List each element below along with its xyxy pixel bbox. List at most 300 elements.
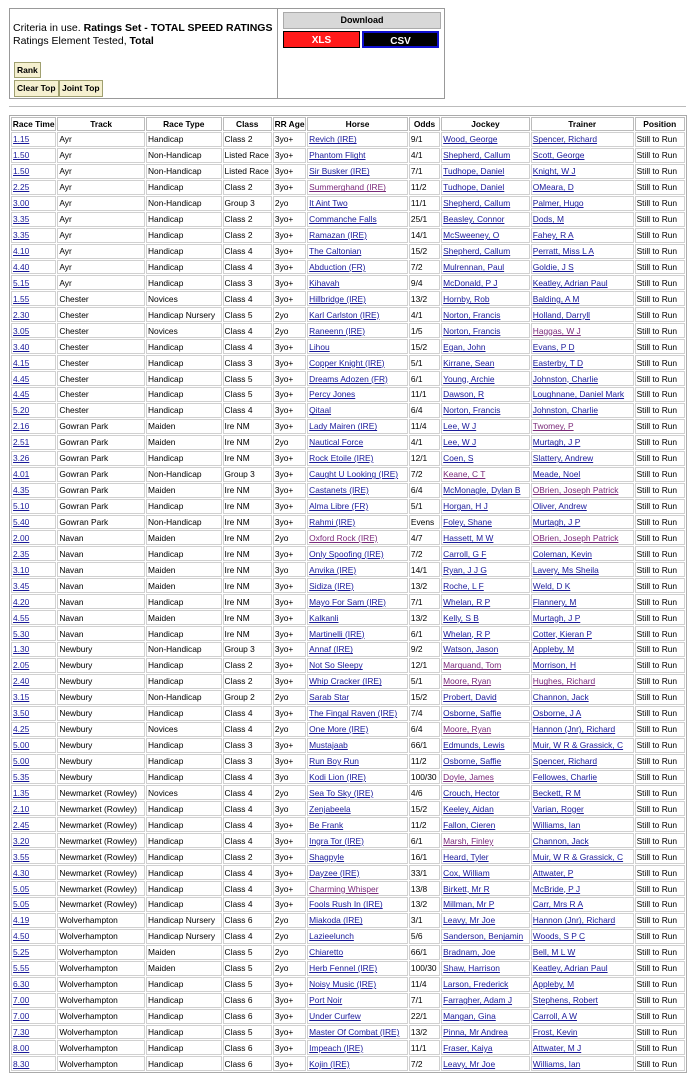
cell-horse[interactable]: Rock Etoile (IRE)	[307, 451, 408, 466]
cell-rr-age: 2yo	[273, 961, 306, 976]
cell-track: Newmarket (Rowley)	[57, 817, 145, 832]
cell-race-time[interactable]: 2.05	[11, 658, 56, 673]
rank-button[interactable]: Rank	[14, 62, 41, 78]
cell-trainer[interactable]: Beckett, R M	[531, 785, 634, 800]
cell-race-type: Non-Handicap	[146, 642, 222, 657]
cell-race-time[interactable]: 1.15	[11, 132, 56, 147]
cell-jockey[interactable]: Pinna, Mr Andrea	[441, 1025, 530, 1040]
cell-race-time[interactable]: 2.16	[11, 419, 56, 434]
cell-race-time[interactable]: 7.00	[11, 1009, 56, 1024]
cell-horse[interactable]: Only Spoofing (IRE)	[307, 546, 408, 561]
cell-race-type: Maiden	[146, 578, 222, 593]
cell-race-time[interactable]: 2.45	[11, 817, 56, 832]
cell-horse[interactable]: Raneenn (IRE)	[307, 323, 408, 338]
cell-track: Chester	[57, 307, 145, 322]
cell-horse[interactable]: Revich (IRE)	[307, 132, 408, 147]
cell-horse[interactable]: Not So Sleepy	[307, 658, 408, 673]
cell-horse[interactable]: Karl Carlston (IRE)	[307, 307, 408, 322]
cell-trainer[interactable]: Frost, Kevin	[531, 1025, 634, 1040]
cell-track: Gowran Park	[57, 515, 145, 530]
cell-race-time[interactable]: 3.00	[11, 196, 56, 211]
cell-odds: 66/1	[409, 945, 440, 960]
cell-trainer[interactable]: Slattery, Andrew	[531, 451, 634, 466]
cell-trainer[interactable]: OBrien, Joseph Patrick	[531, 483, 634, 498]
cell-horse[interactable]: Kihavah	[307, 275, 408, 290]
csv-button[interactable]: CSV	[362, 31, 439, 48]
cell-race-time[interactable]: 8.30	[11, 1056, 56, 1071]
cell-race-type: Handicap	[146, 706, 222, 721]
cell-trainer[interactable]: Channon, Jack	[531, 690, 634, 705]
cell-rr-age: 2yo	[273, 722, 306, 737]
cell-position: Still to Run	[635, 562, 685, 577]
cell-trainer[interactable]: Flannery, M	[531, 594, 634, 609]
cell-track: Gowran Park	[57, 419, 145, 434]
cell-jockey[interactable]: Keeley, Aidan	[441, 801, 530, 816]
cell-horse[interactable]: Martinelli (IRE)	[307, 626, 408, 641]
cell-trainer[interactable]: Meade, Noel	[531, 467, 634, 482]
cell-position: Still to Run	[635, 132, 685, 147]
cell-jockey[interactable]: Whelan, R P	[441, 626, 530, 641]
cell-rr-age: 2yo	[273, 929, 306, 944]
cell-jockey[interactable]: Leavy, Mr Joe	[441, 913, 530, 928]
cell-horse[interactable]: Oxford Rock (IRE)	[307, 530, 408, 545]
cell-rr-age: 2yo	[273, 323, 306, 338]
cell-jockey[interactable]: Moore, Ryan	[441, 674, 530, 689]
cell-trainer[interactable]: Murtagh, J P	[531, 515, 634, 530]
cell-trainer[interactable]: Carr, Mrs R A	[531, 897, 634, 912]
cell-trainer[interactable]: Coleman, Kevin	[531, 546, 634, 561]
cell-odds: 9/1	[409, 132, 440, 147]
cell-race-time[interactable]: 1.55	[11, 291, 56, 306]
cell-odds: 22/1	[409, 1009, 440, 1024]
cell-race-time[interactable]: 6.30	[11, 977, 56, 992]
cell-jockey[interactable]: Norton, Francis	[441, 323, 530, 338]
cell-jockey[interactable]: Norton, Francis	[441, 307, 530, 322]
cell-race-time[interactable]: 2.35	[11, 546, 56, 561]
cell-horse[interactable]: Annaf (IRE)	[307, 642, 408, 657]
cell-jockey[interactable]: Dawson, R	[441, 387, 530, 402]
cell-horse[interactable]: Ramazan (IRE)	[307, 228, 408, 243]
cell-jockey[interactable]: Hassett, M W	[441, 530, 530, 545]
cell-race-time[interactable]: 3.15	[11, 690, 56, 705]
cell-jockey[interactable]: Keane, C T	[441, 467, 530, 482]
cell-race-time[interactable]: 5.05	[11, 881, 56, 896]
cell-horse[interactable]: Commanche Falls	[307, 212, 408, 227]
cell-horse[interactable]: Caught U Looking (IRE)	[307, 467, 408, 482]
cell-track: Newbury	[57, 658, 145, 673]
cell-jockey[interactable]: Mulrennan, Paul	[441, 260, 530, 275]
cell-trainer[interactable]: Keatley, Adrian Paul	[531, 275, 634, 290]
cell-jockey[interactable]: Beasley, Connor	[441, 212, 530, 227]
cell-jockey[interactable]: Heard, Tyler	[441, 849, 530, 864]
cell-track: Newbury	[57, 674, 145, 689]
cell-jockey[interactable]: Hornby, Rob	[441, 291, 530, 306]
cell-rr-age: 3yo+	[273, 275, 306, 290]
cell-horse[interactable]: Whip Cracker (IRE)	[307, 674, 408, 689]
cell-trainer[interactable]: Keatley, Adrian Paul	[531, 961, 634, 976]
cell-jockey[interactable]: Moore, Ryan	[441, 722, 530, 737]
cell-race-time[interactable]: 3.05	[11, 323, 56, 338]
cell-race-time[interactable]: 5.10	[11, 499, 56, 514]
cell-trainer[interactable]: McBride, P J	[531, 881, 634, 896]
cell-horse[interactable]: Run Boy Run	[307, 754, 408, 769]
cell-trainer[interactable]: Appleby, M	[531, 642, 634, 657]
cell-trainer[interactable]: Attwater, M J	[531, 1040, 634, 1055]
cell-horse[interactable]: Alma Libre (FR)	[307, 499, 408, 514]
column-header-odds[interactable]: Odds	[409, 117, 440, 131]
cell-trainer[interactable]: Murtagh, J P	[531, 435, 634, 450]
cell-trainer[interactable]: Woods, S P C	[531, 929, 634, 944]
cell-race-time[interactable]: 4.30	[11, 865, 56, 880]
cell-trainer[interactable]: Johnston, Charlie	[531, 371, 634, 386]
cell-race-type: Handicap	[146, 881, 222, 896]
cell-trainer[interactable]: Osborne, J A	[531, 706, 634, 721]
cell-race-time[interactable]: 3.50	[11, 706, 56, 721]
cell-jockey[interactable]: Kelly, S B	[441, 610, 530, 625]
cell-horse[interactable]: Lazieelunch	[307, 929, 408, 944]
table-row	[11, 387, 685, 402]
cell-trainer[interactable]: Cotter, Kieran P	[531, 626, 634, 641]
cell-odds: 5/1	[409, 355, 440, 370]
table-row	[11, 993, 685, 1008]
column-header-position[interactable]: Position	[635, 117, 685, 131]
cell-odds: 13/2	[409, 610, 440, 625]
cell-horse[interactable]: Nautical Force	[307, 435, 408, 450]
cell-race-time[interactable]: 5.05	[11, 897, 56, 912]
cell-jockey[interactable]: Whelan, R P	[441, 594, 530, 609]
cell-horse[interactable]: The Caltonian	[307, 244, 408, 259]
cell-horse[interactable]: Be Frank	[307, 817, 408, 832]
cell-jockey[interactable]: Probert, David	[441, 690, 530, 705]
column-header-jockey[interactable]: Jockey	[441, 117, 530, 131]
cell-race-time[interactable]: 5.40	[11, 515, 56, 530]
cell-race-time[interactable]: 2.51	[11, 435, 56, 450]
cell-race-time[interactable]: 4.35	[11, 483, 56, 498]
cell-race-time[interactable]: 7.00	[11, 993, 56, 1008]
cell-jockey[interactable]: Millman, Mr P	[441, 897, 530, 912]
cell-horse[interactable]: Lady Mairen (IRE)	[307, 419, 408, 434]
cell-horse[interactable]: Sidiza (IRE)	[307, 578, 408, 593]
cell-race-time[interactable]: 7.30	[11, 1025, 56, 1040]
cell-horse[interactable]: Kojin (IRE)	[307, 1056, 408, 1071]
cell-horse[interactable]: Zenjabeela	[307, 801, 408, 816]
cell-jockey[interactable]: Wood, George	[441, 132, 530, 147]
cell-horse[interactable]: Port Noir	[307, 993, 408, 1008]
cell-race-time[interactable]: 4.55	[11, 610, 56, 625]
cell-race-time[interactable]: 2.25	[11, 180, 56, 195]
cell-horse[interactable]: Castanets (IRE)	[307, 483, 408, 498]
cell-horse[interactable]: It Aint Two	[307, 196, 408, 211]
cell-jockey[interactable]: Bradnam, Joe	[441, 945, 530, 960]
cell-race-time[interactable]: 3.40	[11, 339, 56, 354]
cell-trainer[interactable]: Palmer, Hugo	[531, 196, 634, 211]
column-header-race-type[interactable]: Race Type	[146, 117, 222, 131]
cell-horse[interactable]: Impeach (IRE)	[307, 1040, 408, 1055]
cell-horse[interactable]: Sarab Star	[307, 690, 408, 705]
cell-race-time[interactable]: 5.15	[11, 275, 56, 290]
cell-jockey[interactable]: Tudhope, Daniel	[441, 180, 530, 195]
cell-jockey[interactable]: Doyle, James	[441, 770, 530, 785]
cell-track: Wolverhampton	[57, 977, 145, 992]
cell-race-time[interactable]: 4.40	[11, 260, 56, 275]
cell-jockey[interactable]: Shepherd, Callum	[441, 244, 530, 259]
cell-jockey[interactable]: Sanderson, Benjamin	[441, 929, 530, 944]
cell-jockey[interactable]: Osborne, Saffie	[441, 754, 530, 769]
cell-jockey[interactable]: Lee, W J	[441, 419, 530, 434]
cell-trainer[interactable]: Hannon (Jnr), Richard	[531, 913, 634, 928]
cell-race-time[interactable]: 8.00	[11, 1040, 56, 1055]
cell-horse[interactable]: Master Of Combat (IRE)	[307, 1025, 408, 1040]
cell-jockey[interactable]: Crouch, Hector	[441, 785, 530, 800]
cell-race-time[interactable]: 2.00	[11, 530, 56, 545]
cell-jockey[interactable]: Farragher, Adam J	[441, 993, 530, 1008]
cell-horse[interactable]: Lihou	[307, 339, 408, 354]
table-row	[11, 897, 685, 912]
cell-horse[interactable]: Kodi Lion (IRE)	[307, 770, 408, 785]
cell-position: Still to Run	[635, 228, 685, 243]
cell-race-time[interactable]: 3.35	[11, 228, 56, 243]
cell-race-time[interactable]: 5.55	[11, 961, 56, 976]
cell-trainer[interactable]: Bell, M L W	[531, 945, 634, 960]
cell-horse[interactable]: Miakoda (IRE)	[307, 913, 408, 928]
cell-race-time[interactable]: 1.30	[11, 642, 56, 657]
cell-odds: 11/2	[409, 817, 440, 832]
joint-top-button[interactable]: Joint Top	[59, 80, 103, 97]
cell-trainer[interactable]: Lavery, Ms Sheila	[531, 562, 634, 577]
table-row	[11, 833, 685, 848]
cell-race-type: Handicap	[146, 228, 222, 243]
cell-jockey[interactable]: Fraser, Kaiya	[441, 1040, 530, 1055]
table-row	[11, 164, 685, 179]
cell-trainer[interactable]: Hannon (Jnr), Richard	[531, 722, 634, 737]
column-header-race-time[interactable]: Race Time	[12, 119, 55, 129]
cell-race-time[interactable]: 3.20	[11, 833, 56, 848]
cell-jockey[interactable]: McSweeney, O	[441, 228, 530, 243]
cell-jockey[interactable]: Fallon, Cieren	[441, 817, 530, 832]
cell-trainer[interactable]: Weld, D K	[531, 578, 634, 593]
cell-horse[interactable]: Ingra Tor (IRE)	[307, 833, 408, 848]
cell-race-time[interactable]: 3.45	[11, 578, 56, 593]
cell-jockey[interactable]: Shepherd, Callum	[441, 196, 530, 211]
cell-jockey[interactable]: Norton, Francis	[441, 403, 530, 418]
cell-jockey[interactable]: Ryan, J J G	[441, 562, 530, 577]
cell-race-time[interactable]: 5.20	[11, 403, 56, 418]
cell-trainer[interactable]: OMeara, D	[531, 180, 634, 195]
cell-race-time[interactable]: 1.50	[11, 148, 56, 163]
cell-race-time[interactable]: 4.50	[11, 929, 56, 944]
cell-jockey[interactable]: Mangan, Gina	[441, 1009, 530, 1024]
cell-trainer[interactable]: Holland, Darryll	[531, 307, 634, 322]
cell-jockey[interactable]: McMonagle, Dylan B	[441, 483, 530, 498]
cell-trainer[interactable]: Knight, W J	[531, 164, 634, 179]
cell-jockey[interactable]: Marquand, Tom	[441, 658, 530, 673]
cell-horse[interactable]: Summerghand (IRE)	[307, 180, 408, 195]
cell-trainer[interactable]: Williams, Ian	[531, 1056, 634, 1071]
cell-track: Wolverhampton	[57, 945, 145, 960]
cell-horse[interactable]: Sir Busker (IRE)	[307, 164, 408, 179]
cell-race-time[interactable]: 3.26	[11, 451, 56, 466]
cell-race-time[interactable]: 5.25	[11, 945, 56, 960]
cell-jockey[interactable]: Lee, W J	[441, 435, 530, 450]
cell-horse[interactable]: Copper Knight (IRE)	[307, 355, 408, 370]
cell-race-time[interactable]: 5.35	[11, 770, 56, 785]
cell-class: Class 6	[223, 993, 272, 1008]
cell-trainer[interactable]: Scott, George	[531, 148, 634, 163]
cell-horse[interactable]: Fools Rush In (IRE)	[307, 897, 408, 912]
cell-jockey[interactable]: Tudhope, Daniel	[441, 164, 530, 179]
cell-trainer[interactable]: Easterby, T D	[531, 355, 634, 370]
table-row	[11, 881, 685, 896]
cell-jockey[interactable]: Kirrane, Sean	[441, 355, 530, 370]
cell-class: Class 5	[223, 387, 272, 402]
cell-horse[interactable]: Dayzee (IRE)	[307, 865, 408, 880]
cell-rr-age: 3yo+	[273, 164, 306, 179]
cell-race-time[interactable]: 4.20	[11, 594, 56, 609]
cell-trainer[interactable]: OBrien, Joseph Patrick	[531, 530, 634, 545]
cell-rr-age: 3yo+	[273, 977, 306, 992]
xls-button[interactable]: XLS	[283, 31, 360, 48]
cell-trainer[interactable]: Dods, M	[531, 212, 634, 227]
cell-race-time[interactable]: 5.30	[11, 626, 56, 641]
cell-race-time[interactable]: 4.10	[11, 244, 56, 259]
cell-race-time[interactable]: 3.55	[11, 849, 56, 864]
cell-horse[interactable]: Qitaal	[307, 403, 408, 418]
cell-race-time[interactable]: 4.45	[11, 371, 56, 386]
cell-jockey[interactable]: McDonald, P J	[441, 275, 530, 290]
cell-jockey[interactable]: Young, Archie	[441, 371, 530, 386]
cell-class: Class 4	[223, 323, 272, 338]
cell-horse[interactable]: Abduction (FR)	[307, 260, 408, 275]
cell-trainer[interactable]: Twomey, P	[531, 419, 634, 434]
column-header-track[interactable]: Track	[57, 117, 145, 131]
cell-horse[interactable]: Mayo For Sam (IRE)	[307, 594, 408, 609]
column-header-class[interactable]: Class	[223, 117, 272, 131]
cell-jockey[interactable]: Cox, William	[441, 865, 530, 880]
cell-race-time[interactable]: 3.35	[11, 212, 56, 227]
column-header-horse[interactable]: Horse	[307, 117, 408, 131]
cell-jockey[interactable]: Shaw, Harrison	[441, 961, 530, 976]
cell-track: Newbury	[57, 642, 145, 657]
cell-jockey[interactable]: Edmunds, Lewis	[441, 738, 530, 753]
cell-trainer[interactable]: Morrison, H	[531, 658, 634, 673]
table-row	[11, 562, 685, 577]
cell-trainer[interactable]: Fahey, R A	[531, 228, 634, 243]
cell-horse[interactable]: Chiaretto	[307, 945, 408, 960]
column-header-trainer[interactable]: Trainer	[531, 117, 634, 131]
cell-trainer[interactable]: Varian, Roger	[531, 801, 634, 816]
cell-race-time[interactable]: 4.25	[11, 722, 56, 737]
cell-trainer[interactable]: Haggas, W J	[531, 323, 634, 338]
cell-horse[interactable]: Mustajaab	[307, 738, 408, 753]
cell-horse[interactable]: Kalkanli	[307, 610, 408, 625]
cell-horse[interactable]: Charming Whisper	[307, 881, 408, 896]
cell-race-time[interactable]: 3.10	[11, 562, 56, 577]
cell-horse[interactable]: Shagpyle	[307, 849, 408, 864]
cell-jockey[interactable]: Leavy, Mr Joe	[441, 1056, 530, 1071]
table-row	[11, 515, 685, 530]
cell-race-time[interactable]: 4.19	[11, 913, 56, 928]
cell-horse[interactable]: One More (IRE)	[307, 722, 408, 737]
cell-jockey[interactable]: Foley, Shane	[441, 515, 530, 530]
cell-horse[interactable]: Phantom Flight	[307, 148, 408, 163]
cell-track: Wolverhampton	[57, 993, 145, 1008]
table-row	[11, 275, 685, 290]
cell-jockey[interactable]: Osborne, Saffie	[441, 706, 530, 721]
cell-position: Still to Run	[635, 785, 685, 800]
cell-trainer[interactable]: Evans, P D	[531, 339, 634, 354]
cell-trainer[interactable]: Hughes, Richard	[531, 674, 634, 689]
cell-class: Class 2	[223, 674, 272, 689]
column-header-rr-age[interactable]: RR Age	[274, 119, 305, 129]
cell-race-time[interactable]: 5.00	[11, 754, 56, 769]
cell-trainer[interactable]: Williams, Ian	[531, 817, 634, 832]
cell-trainer[interactable]: Muir, W R & Grassick, C	[531, 738, 634, 753]
cell-race-time[interactable]: 1.35	[11, 785, 56, 800]
cell-trainer[interactable]: Johnston, Charlie	[531, 403, 634, 418]
cell-trainer[interactable]: Loughnane, Daniel Mark	[531, 387, 634, 402]
cell-horse[interactable]: Dreams Adozen (FR)	[307, 371, 408, 386]
cell-jockey[interactable]: Birkett, Mr R	[441, 881, 530, 896]
cell-horse[interactable]: Anvika (IRE)	[307, 562, 408, 577]
cell-trainer[interactable]: Fellowes, Charlie	[531, 770, 634, 785]
cell-trainer[interactable]: Goldie, J S	[531, 260, 634, 275]
cell-odds: 100/30	[409, 961, 440, 976]
cell-race-time[interactable]: 4.01	[11, 467, 56, 482]
cell-jockey[interactable]: Marsh, Finley	[441, 833, 530, 848]
clear-top-button[interactable]: Clear Top	[14, 80, 59, 97]
cell-race-time[interactable]: 2.10	[11, 801, 56, 816]
cell-horse[interactable]: Rahmi (IRE)	[307, 515, 408, 530]
cell-jockey[interactable]: Watson, Jason	[441, 642, 530, 657]
cell-horse[interactable]: Under Curfew	[307, 1009, 408, 1024]
cell-horse[interactable]: Sea To Sky (IRE)	[307, 785, 408, 800]
cell-trainer[interactable]: Balding, A M	[531, 291, 634, 306]
cell-trainer[interactable]: Carroll, A W	[531, 1009, 634, 1024]
cell-race-time[interactable]: 4.15	[11, 355, 56, 370]
cell-jockey[interactable]: Coen, S	[441, 451, 530, 466]
cell-jockey[interactable]: Horgan, H J	[441, 499, 530, 514]
cell-trainer[interactable]: Stephens, Robert	[531, 993, 634, 1008]
cell-trainer[interactable]: Muir, W R & Grassick, C	[531, 849, 634, 864]
cell-trainer[interactable]: Spencer, Richard	[531, 754, 634, 769]
cell-race-time[interactable]: 1.50	[11, 164, 56, 179]
cell-race-type: Handicap	[146, 451, 222, 466]
cell-horse[interactable]: The Fingal Raven (IRE)	[307, 706, 408, 721]
cell-trainer[interactable]: Channon, Jack	[531, 833, 634, 848]
cell-trainer[interactable]: Perratt, Miss L A	[531, 244, 634, 259]
cell-odds: 5/1	[409, 674, 440, 689]
cell-jockey[interactable]: Larson, Frederick	[441, 977, 530, 992]
cell-race-time[interactable]: 5.00	[11, 738, 56, 753]
cell-horse[interactable]: Percy Jones	[307, 387, 408, 402]
cell-jockey[interactable]: Shepherd, Callum	[441, 148, 530, 163]
cell-jockey[interactable]: Egan, John	[441, 339, 530, 354]
cell-rr-age: 3yo+	[273, 180, 306, 195]
cell-race-time[interactable]: 2.40	[11, 674, 56, 689]
cell-trainer[interactable]: Attwater, P	[531, 865, 634, 880]
cell-horse[interactable]: Noisy Music (IRE)	[307, 977, 408, 992]
cell-trainer[interactable]: Appleby, M	[531, 977, 634, 992]
cell-trainer[interactable]: Spencer, Richard	[531, 132, 634, 147]
cell-horse[interactable]: Hillbridge (IRE)	[307, 291, 408, 306]
cell-trainer[interactable]: Murtagh, J P	[531, 610, 634, 625]
cell-trainer[interactable]: Oliver, Andrew	[531, 499, 634, 514]
cell-jockey[interactable]: Roche, L F	[441, 578, 530, 593]
cell-race-time[interactable]: 4.45	[11, 387, 56, 402]
cell-horse[interactable]: Herb Fennel (IRE)	[307, 961, 408, 976]
cell-race-time[interactable]: 2.30	[11, 307, 56, 322]
cell-jockey[interactable]: Carroll, G F	[441, 546, 530, 561]
